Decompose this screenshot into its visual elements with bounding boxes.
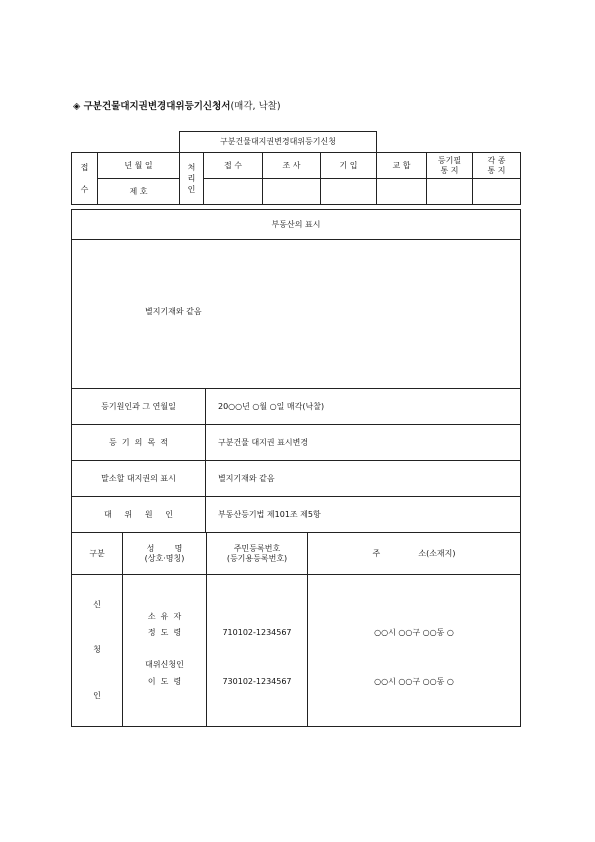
applicant-side-label: 신 청 인 (93, 600, 101, 700)
header-review: 조 사 (282, 160, 301, 170)
applicant-name: 이 도 령 (147, 677, 182, 687)
header-proofread: 교 합 (392, 160, 411, 170)
row-subrogation-value: 부동산등기법 제101조 제5항 (218, 510, 321, 519)
row-purpose-value: 구분건물 대지권 표시변경 (218, 438, 309, 447)
applicant-id: 730102-1234567 (222, 677, 292, 687)
receipt-label: 접 수 (80, 163, 89, 194)
applicant-id: 710102-1234567 (222, 628, 292, 638)
property-body: 별지기재와 같음 (145, 307, 202, 316)
row-deletion-value: 별지기재와 같음 (218, 474, 275, 483)
applicant-header-category: 구분 (89, 548, 105, 558)
row-deletion-label: 말소할 대지권의 표시 (101, 473, 176, 483)
row-cause-value: 20○○년 ○월 ○일 매각(낙찰) (218, 402, 325, 411)
applicant-header-name: 성 명 (상호·명칭) (144, 544, 185, 563)
row-purpose-label: 등 기 의 목 적 (109, 437, 168, 447)
row-subrogation-label: 대 위 원 인 (103, 509, 174, 519)
applicant-address: ○○시 ○○구 ○○동 ○ (374, 628, 454, 638)
receipt-date-label: 년 월 일 (124, 160, 153, 170)
header-receipt: 접 수 (224, 160, 242, 170)
applicant-role: 소 유 자 (147, 612, 182, 622)
row-cause-label: 등기원인과 그 연월일 (101, 401, 176, 411)
property-heading: 부동산의 표시 (271, 219, 321, 229)
applicant-header-id: 주민등록번호 (등기용등록번호) (226, 544, 288, 563)
applicant-header-address: 주 소(소재지) (372, 548, 456, 558)
applicant-role: 대위신청인 (145, 660, 184, 670)
document-title: ◈ 구분건물대지권변경대위등기신청서(매각, 낙찰) (73, 101, 281, 112)
diamond-bullet-icon: ◈ (73, 101, 81, 112)
applicant-address: ○○시 ○○구 ○○동 ○ (374, 677, 454, 687)
header-various-notice: 각 종 통 지 (487, 156, 506, 175)
receipt-caption: 구분건물대지권변경대위등기신청 (220, 137, 336, 147)
processing-label: 처 리 인 (187, 162, 196, 195)
receipt-number-label: 제 호 (129, 186, 148, 196)
applicant-name: 정 도 령 (147, 628, 182, 638)
header-entry: 기 입 (339, 160, 358, 170)
header-registration-notice: 등기필 통 지 (437, 156, 462, 175)
